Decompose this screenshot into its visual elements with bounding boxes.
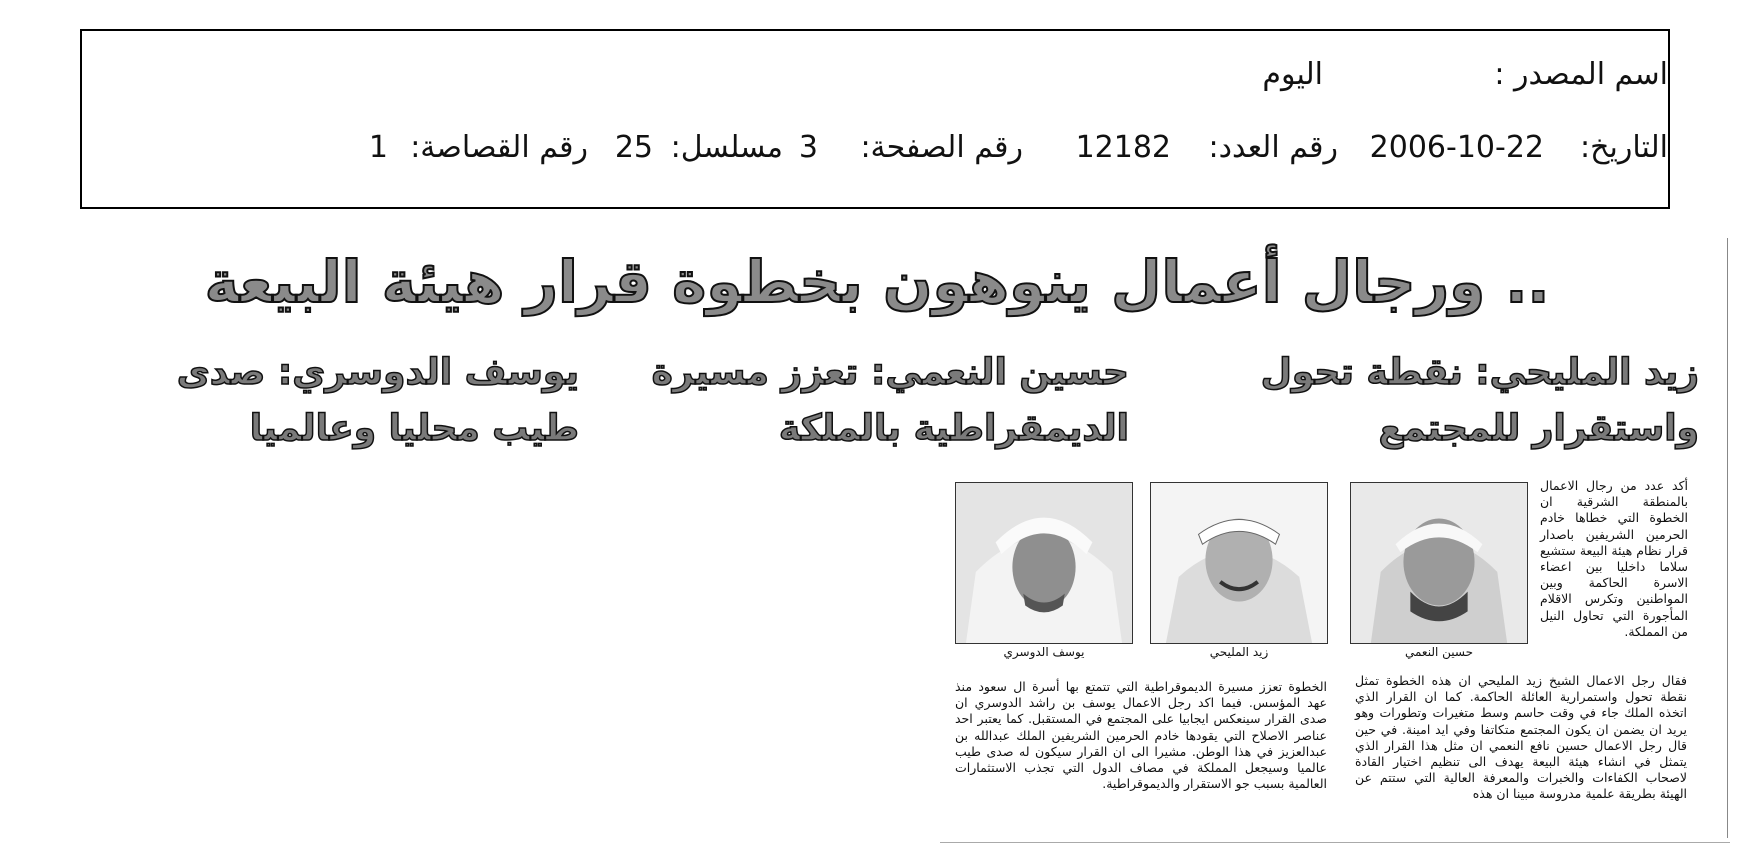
- date-label: التاريخ:: [1580, 130, 1668, 165]
- clipping-bottom-rule: [940, 842, 1730, 843]
- subhead-nuaimi: [629, 345, 1129, 457]
- subhead-mulayhi: [1249, 345, 1699, 457]
- photo-dosari-caption: يوسف الدوسري: [1003, 645, 1085, 659]
- photo-mulayhi-caption: زيد المليحي: [1209, 645, 1269, 659]
- photo-mulayhi: [1150, 482, 1328, 644]
- body-column-right: فقال رجل الاعمال الشيخ زيد المليحي ان هذه الخطوة تمثل نقطة تحول واستمرارية العائلة الحاكمة. كما ان القرار الذي اتخذه الملك جاء في وقت حاسم وسط متغيرات وتطورات وهو يريد ان يضمن ان يكون المجتمع متكاتفا وفي ايد امينة. في حين قال رجل الاعمال حسين نافع النعمي ان مثل هذا القرار الذي يتمثل في انشاء هيئة البيعة يهدف الى تنظيم اختيار القادة لاصحاب الكفاءات والخبرات والمعرفة العالية التي ستتم عن الهيئة بطريقة علمية مدروسة مبينا ان هذه: [1355, 673, 1687, 802]
- page-number-value: 3: [798, 130, 818, 165]
- clip-number-label: رقم القصاصة:: [410, 130, 588, 165]
- source-metadata-box: [80, 29, 1670, 209]
- source-value: اليوم: [1262, 57, 1323, 92]
- serial-label: مسلسل:: [670, 130, 783, 165]
- subhead-nuaimi-line1: حسين النعمي: تعزز مسيرة: [651, 352, 1129, 393]
- clipping-right-rule: [1727, 238, 1728, 838]
- body-column-left: الخطوة تعزز مسيرة الديموقراطية التي تتمتع بها أسرة ال سعود منذ عهد المؤسس. فيما اكد رجل الاعمال يوسف بن راشد الدوسري ان صدى القرار سينعكس ايجابيا على المجتمع في المستقبل. كما يعتبر احد عناصر الاصلاح التي يقودها خادم الحرمين الشريفين الملك عبدالله بن عبدالعزيز في هذا الوطن. مشيرا الى ان القرار سيكون له صدى طيب عالميا وسيجعل المملكة في مصاف الدول التي تجذب الاستثمارات العالمية بسبب جو الاستقرار والديموقراطية.: [955, 679, 1327, 792]
- subhead-mulayhi-line2: واستقرار للمجتمع: [1378, 408, 1699, 449]
- source-label: اسم المصدر :: [1494, 57, 1668, 92]
- subhead-dosari: [59, 345, 579, 457]
- serial-value: 25: [614, 130, 653, 165]
- issue-number-value: 12182: [1075, 130, 1171, 165]
- subhead-dosari-line1: يوسف الدوسري: صدى: [176, 352, 579, 393]
- date-value: 2006-10-22: [1369, 130, 1544, 165]
- photo-dosari: [955, 482, 1133, 644]
- subhead-mulayhi-line1: زيد المليحي: نقطة تحول: [1260, 352, 1699, 393]
- person-portrait-icon: [1351, 483, 1527, 643]
- subhead-nuaimi-line2: الديمقراطية بالملكة: [778, 408, 1129, 449]
- subhead-dosari-line2: طيب محليا وعالميا: [249, 408, 579, 449]
- issue-number-label: رقم العدد:: [1208, 130, 1338, 165]
- intro-column: أكد عدد من رجال الاعمال بالمنطقة الشرقية ان الخطوة التي خطاها خادم الحرمين الشريفين باصدار قرار نظام هيئة البيعة ستشيع سلاما داخليا بين اعضاء الاسرة الحاكمة وبين المواطنين وتكرس الاقلام المأجورة التي تحاول النيل من المملكة.: [1540, 478, 1688, 639]
- article-headline: .. ورجال أعمال ينوهون بخطوة قرار هيئة البيعة: [204, 248, 1550, 316]
- photo-nuaimi-caption: حسين النعمي: [1404, 645, 1474, 659]
- person-portrait-icon: [956, 483, 1132, 643]
- photo-nuaimi: [1350, 482, 1528, 644]
- person-portrait-icon: [1151, 483, 1327, 643]
- page-number-label: رقم الصفحة:: [860, 130, 1023, 165]
- clip-number-value: 1: [368, 130, 388, 165]
